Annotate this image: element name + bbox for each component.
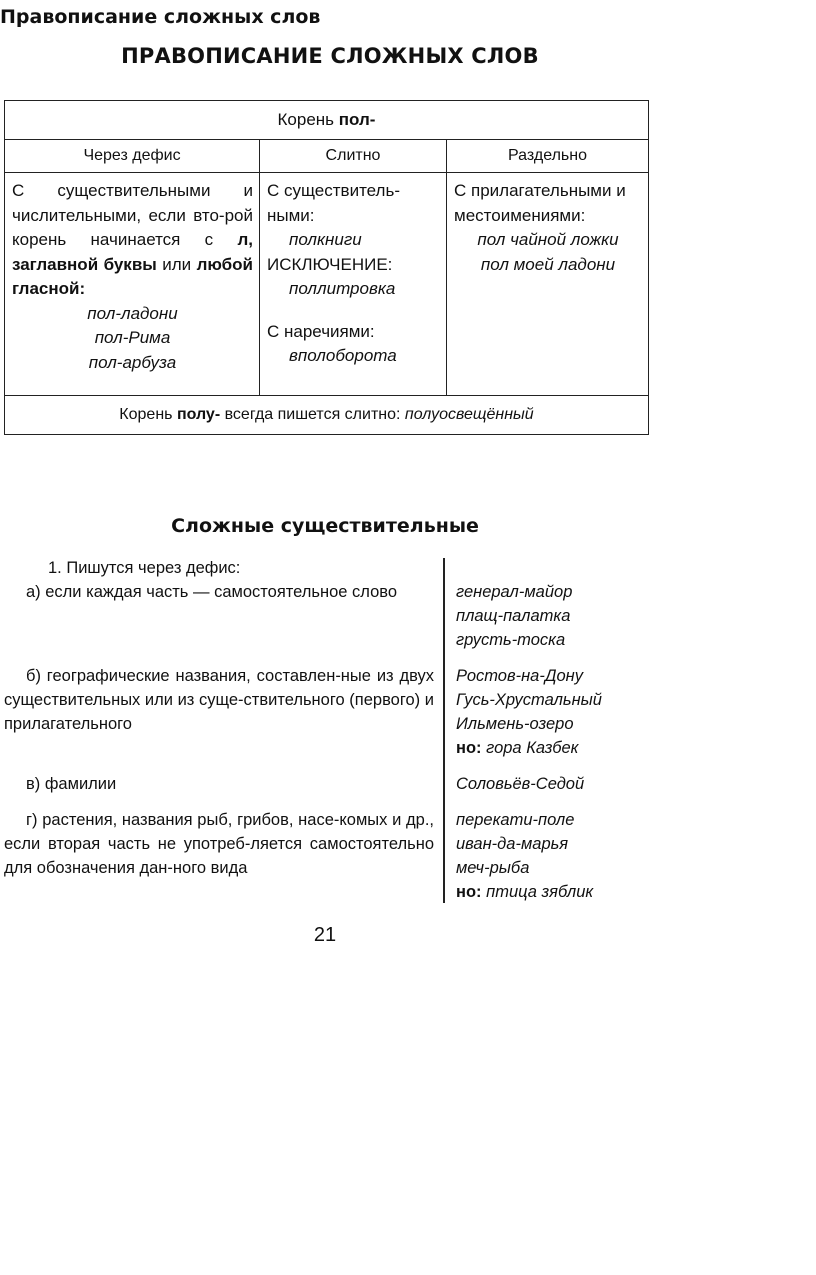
hyphen-example: пол-Рима (94, 328, 171, 347)
rule-b (4, 664, 644, 772)
footer-mid: всегда пишется слитно: (220, 406, 405, 423)
rule-b-examples (456, 664, 656, 760)
rule-c-text: в) фамилии (26, 775, 117, 793)
example: Ростов-на-Дону (456, 667, 583, 685)
page-heading: Правописание сложных слов (0, 6, 321, 28)
nouns-intro (4, 556, 644, 580)
footer-prefix: Корень (119, 406, 177, 423)
cell-separate (447, 173, 649, 396)
nouns-title: Сложные существительные (171, 515, 479, 537)
root-bold: пол- (338, 110, 376, 129)
rule-a-examples (456, 580, 656, 652)
footer-bold: полу- (176, 406, 221, 423)
header-together: Слитно (260, 140, 447, 173)
exception-label: ИСКЛЮЧЕНИЕ: (267, 254, 393, 274)
rule-d-examples (456, 808, 656, 904)
header-separate: Раздельно (447, 140, 649, 173)
hyphen-rule-bold2: любой гласной: (12, 254, 254, 298)
example: Соловьёв-Седой (456, 775, 585, 793)
example: иван-да-марья (456, 835, 569, 853)
compound-words-table (4, 100, 649, 435)
hyphen-rule-text: С существительными и числительными, если вто-рой корень начинается с (12, 181, 253, 249)
but-example: гора Казбек (481, 739, 579, 757)
header-hyphen: Через дефис (5, 140, 260, 173)
nouns-intro-text: 1. Пишутся через дефис: (48, 559, 241, 577)
but-example: птица зяблик (481, 883, 594, 901)
separate-intro: С прилагательными и местоимениями: (454, 181, 626, 225)
table-footer (5, 396, 649, 435)
hyphen-rule-bold: л, заглавной буквы (12, 230, 253, 274)
example: плащ-палатка (456, 607, 571, 625)
root-prefix: Корень (277, 110, 339, 129)
hyphen-rule (12, 179, 253, 302)
but-label: но: (456, 739, 482, 757)
example: перекати-поле (456, 811, 575, 829)
together-intro: С существитель-ными: (267, 181, 400, 225)
table-root-header (5, 101, 649, 140)
hyphen-example: пол-арбуза (88, 352, 177, 372)
example: Гусь-Хрустальный (456, 691, 602, 709)
rule-c-examples (456, 772, 656, 796)
nouns-section (4, 556, 644, 908)
hyphen-rule-mid: или (156, 254, 197, 274)
hyphen-example: пол-ладони (87, 303, 178, 323)
example: Ильмень-озеро (456, 715, 574, 733)
page-number: 21 (313, 924, 337, 946)
footer-example: полуосвещённый (404, 406, 534, 423)
adverbs-example: вполоборота (289, 346, 397, 365)
cell-together (260, 173, 447, 396)
cell-hyphen (5, 173, 260, 396)
rule-a (4, 580, 644, 664)
example: генерал-майор (456, 583, 573, 601)
rule-d (4, 808, 644, 908)
adverbs-label: С наречиями: (267, 321, 375, 341)
but-label: но: (456, 883, 482, 901)
rule-b-text: б) географические названия, составлен-ные из двух существительных или из суще-ствительного (первого) и прилагательного (4, 667, 434, 733)
exception-example: поллитровка (289, 279, 396, 298)
separate-example: пол моей ладони (480, 254, 616, 274)
rule-c (4, 772, 644, 808)
separate-example: пол чайной ложки (477, 230, 619, 249)
example: меч-рыба (456, 859, 530, 877)
example: грусть-тоска (456, 631, 566, 649)
main-title: ПРАВОПИСАНИЕ СЛОЖНЫХ СЛОВ (121, 44, 539, 68)
rule-a-text: а) если каждая часть — самостоятельное слово (26, 583, 398, 601)
together-example: полкниги (289, 230, 362, 249)
rule-d-text: г) растения, названия рыб, грибов, насе-комых и др., если вторая часть не употреб-ляется самостоятельно для обозначения дан-ного вида (4, 811, 434, 877)
